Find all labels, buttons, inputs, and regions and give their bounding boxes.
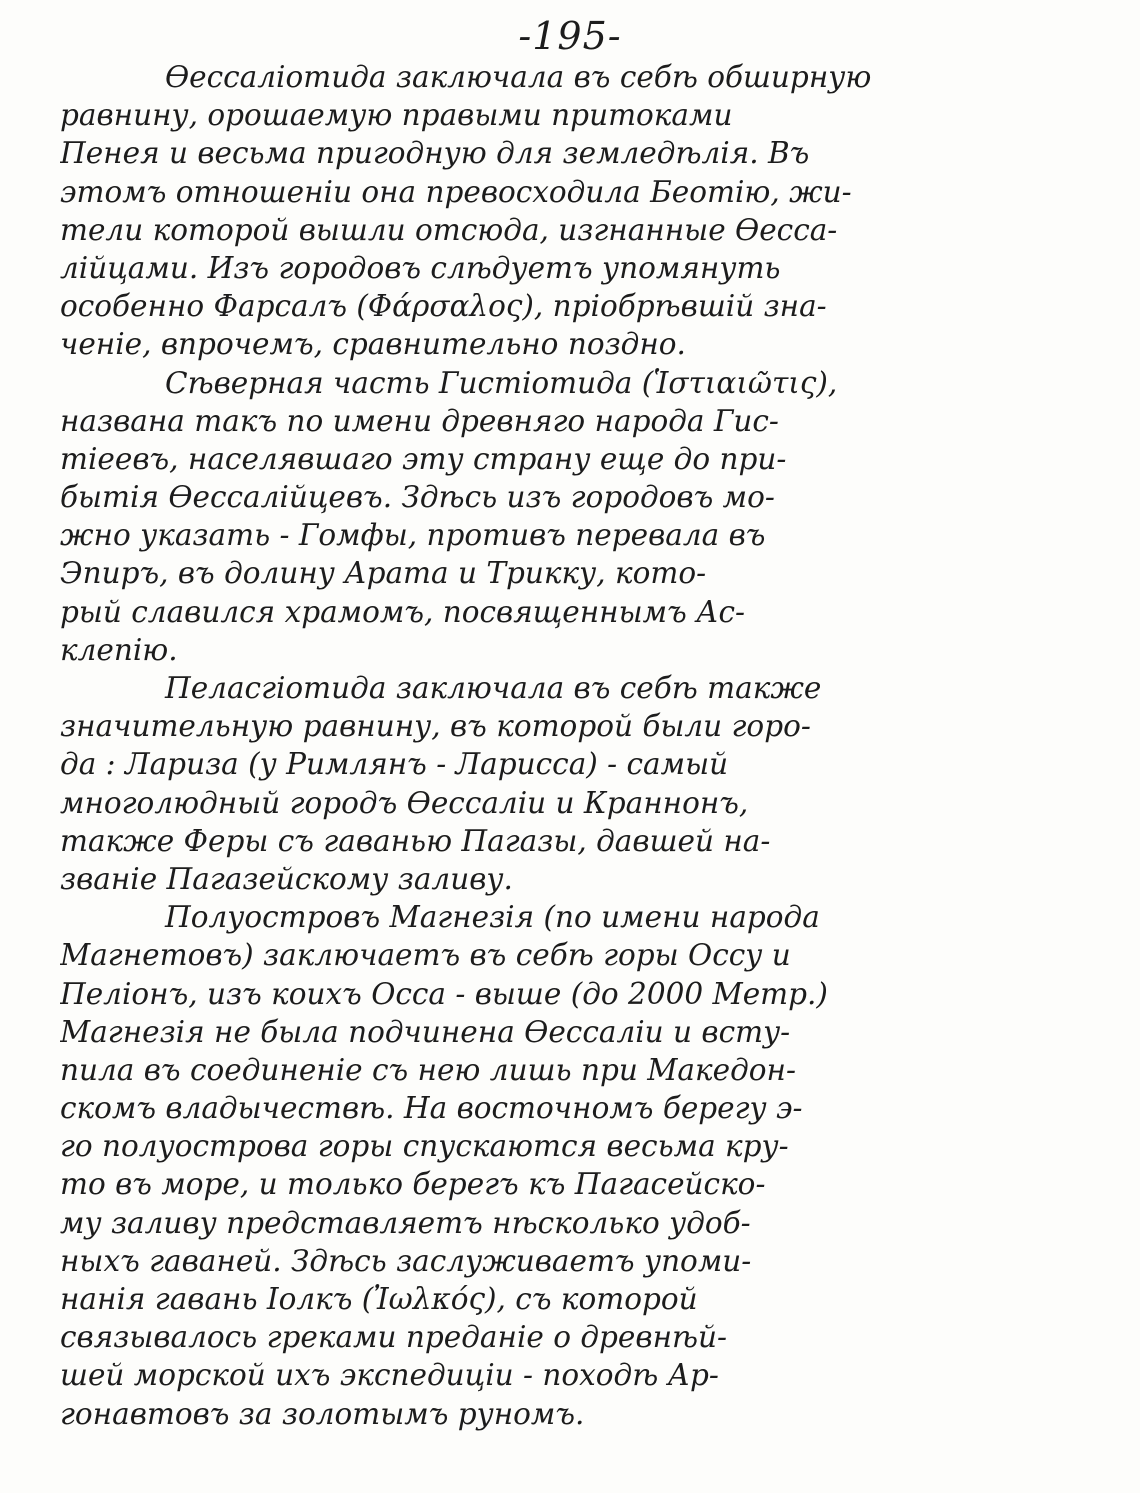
text-line: равнину, орошаемую правыми притоками <box>60 98 733 133</box>
text-line: го полуострова горы спускаются весьма кру- <box>60 1129 789 1164</box>
text-line: Эпиръ, въ долину Арата и Трикку, кото- <box>60 556 707 591</box>
text-line: названа такъ по имени древняго народа Гис- <box>60 403 779 438</box>
text-line: званіе Пагазейскому заливу. <box>60 861 513 896</box>
text-line: скомъ владычествѣ. На восточномъ берегу э- <box>60 1091 803 1126</box>
text-line: Пеліонъ, изъ коихъ Осса - выше (до 2000 Метр.) <box>60 976 828 1011</box>
text-line: рый славился храмомъ, посвященнымъ Ас- <box>60 594 745 629</box>
text-line: бытія Өессалійцевъ. Здѣсь изъ городовъ мо- <box>60 480 775 515</box>
text-line: му заливу представляетъ нѣсколько удоб- <box>60 1205 751 1240</box>
text-line: ныхъ гаваней. Здѣсь заслуживаетъ упоми- <box>60 1243 752 1278</box>
text-line: гонавтовъ за золотымъ руномъ. <box>60 1396 585 1431</box>
text-line: пила въ соединеніе съ нею лишь при Македон- <box>60 1052 796 1087</box>
text-line: многолюдный городъ Өессаліи и Краннонъ, <box>60 785 749 820</box>
text-line: жно указать - Гомфы, противъ перевала въ <box>60 518 766 553</box>
text-line: связывалось греками преданіе о древнѣй- <box>60 1320 727 1355</box>
text-line: да : Лариза (у Римлянъ - Ларисса) - самый <box>60 747 729 782</box>
text-line: то въ море, и только берегъ къ Пагасейско- <box>60 1167 766 1202</box>
handwritten-text-body <box>60 58 1110 1433</box>
text-line: Пеласгіотида заключала въ себѣ также <box>165 671 822 705</box>
text-line: клепію. <box>60 632 178 667</box>
text-line: Магнетовъ) заключаетъ въ себѣ горы Оссу и <box>60 938 791 973</box>
text-line: этомъ отношеніи она превосходила Беотію, жи- <box>60 174 852 209</box>
text-line: нанія гавань Іолкъ (Ἰωλκός), съ которой <box>60 1282 698 1316</box>
text-line: Полуостровъ Магнезія (по имени народа <box>165 900 820 935</box>
text-line: ченіе, впрочемъ, сравнительно поздно. <box>60 327 686 362</box>
text-line: тели которой вышли отсюда, изгнанные Өесса- <box>60 212 838 247</box>
text-line: Магнезія не была подчинена Өессаліи и всту- <box>60 1014 791 1049</box>
text-line: шей морской ихъ экспедиціи - походѣ Ар- <box>60 1358 719 1393</box>
text-line: тіеевъ, населявшаго эту страну еще до при- <box>60 441 787 476</box>
text-line: значительную равнину, въ которой были горо- <box>60 709 811 744</box>
text-line: также Феры съ гаванью Пагазы, давшей на- <box>60 823 771 858</box>
text-line: лійцами. Изъ городовъ слѣдуетъ упомянуть <box>60 250 781 285</box>
text-line: особенно Фарсалъ (Φάρσαλος), пріобрѣвшій зна- <box>60 289 827 324</box>
text-line: Өессаліотида заключала въ себѣ обширную <box>165 60 872 94</box>
text-line: Пенея и весьма пригодную для земледѣлія. Въ <box>60 136 810 171</box>
page-number: -195- <box>518 14 622 58</box>
text-line: Сѣверная часть Гистіотида (Ἱστιαιῶτις), <box>165 365 838 400</box>
